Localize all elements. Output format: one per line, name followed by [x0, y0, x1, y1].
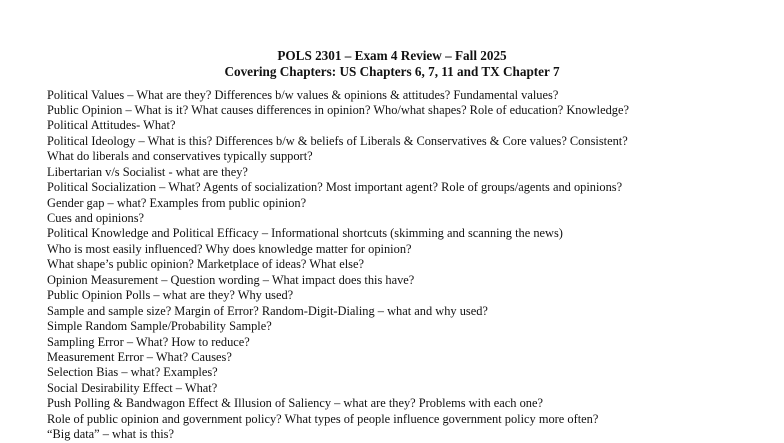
topic-line-opinion-measurement: Opinion Measurement – Question wording – What impact does this have? — [47, 272, 415, 287]
topic-line-opinion-polls: Public Opinion Polls – what are they? Why used? — [47, 288, 294, 303]
topic-line-big-data: “Big data” – what is this? — [47, 427, 174, 442]
topic-line-political-knowledge: Political Knowledge and Political Efficacy – Informational shortcuts (skimming and scanning the news) — [47, 226, 563, 241]
topic-line-cues: Cues and opinions? — [47, 211, 145, 225]
topic-line-social-desirability: Social Desirability Effect – What? — [47, 380, 218, 395]
topic-line-gender-gap: Gender gap – what? Examples from public opinion? — [47, 195, 307, 210]
topic-line-random-sample: Simple Random Sample/Probability Sample? — [47, 319, 272, 334]
topic-line-push-polling: Push Polling & Bandwagon Effect & Illusion of Saliency – what are they? Problems with each one? — [47, 396, 543, 411]
topic-line-public-opinion: Public Opinion – What is it? What causes differences in opinion? Who/what shapes? Role of education? Knowledge? — [47, 102, 629, 117]
topic-line-government-policy: Role of public opinion and government policy? What types of people influence government policy more often? — [47, 411, 599, 426]
topic-line-marketplace-of-ideas: What shape’s public opinion? Marketplace of ideas? What else? — [47, 257, 364, 272]
topic-line-influence: Who is most easily influenced? Why does knowledge matter for opinion? — [47, 241, 412, 256]
topic-line-political-attitudes: Political Attitudes- What? — [47, 118, 176, 133]
topic-line-measurement-error: Measurement Error – What? Causes? — [47, 349, 232, 364]
topic-line-libertarian-socialist: Libertarian v/s Socialist - what are they? — [47, 164, 248, 179]
document-subtitle: Covering Chapters: US Chapters 6, 7, 11 and TX Chapter 7 — [224, 64, 560, 79]
topic-line-political-values: Political Values – What are they? Differences b/w values & opinions & attitudes? Fundamental values? — [47, 87, 559, 102]
document-header — [0, 48, 784, 80]
topic-line-sampling-error: Sampling Error – What? How to reduce? — [47, 334, 250, 349]
topic-line-selection-bias: Selection Bias – what? Examples? — [47, 365, 218, 380]
topic-line-liberals-conservatives: What do liberals and conservatives typically support? — [47, 149, 313, 164]
topic-line-political-ideology: Political Ideology – What is this? Differences b/w & beliefs of Liberals & Conservatives & Core values? Consistent? — [47, 133, 628, 148]
topic-line-political-socialization: Political Socialization – What? Agents of socialization? Most important agent? Role of groups/agents and opinions? — [47, 180, 623, 195]
topic-line-sample-size: Sample and sample size? Margin of Error? Random-Digit-Dialing – what and why used? — [47, 303, 488, 318]
document-title: POLS 2301 – Exam 4 Review – Fall 2025 — [277, 48, 507, 63]
review-topic-list — [47, 88, 777, 443]
